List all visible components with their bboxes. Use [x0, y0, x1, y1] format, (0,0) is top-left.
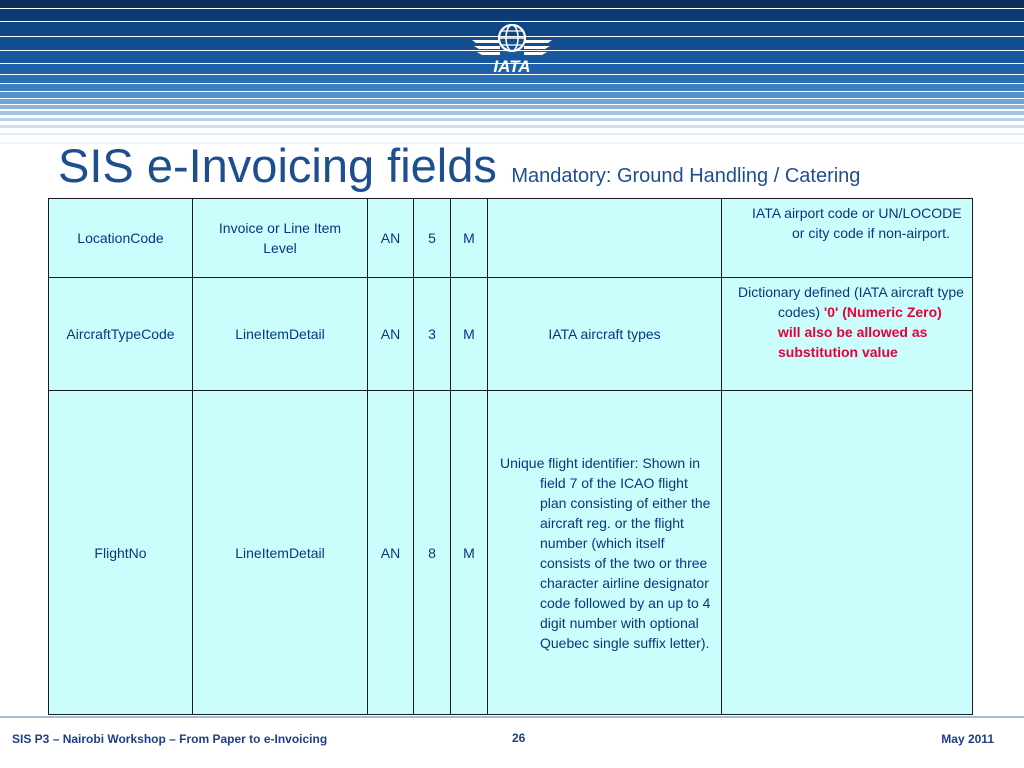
footer-date: May 2011 [941, 732, 994, 746]
description-text: Unique flight identifier: Shown in field 7 of the ICAO flight plan consisting of either the aircraft reg. or the flight number (which itself consists of the two or three character airline designator code followed by an up to 4 digit number with optional Quebec single suffix letter). [500, 454, 711, 651]
field-name-cell: FlightNo [49, 391, 193, 715]
field-name-cell [49, 278, 193, 391]
iata-logo [470, 18, 554, 78]
field-name-cell: LocationCode [49, 199, 193, 278]
length-cell: 8 [414, 391, 451, 715]
page-number: 26 [512, 731, 526, 745]
slide-subtitle: Mandatory: Ground Handling / Catering [511, 165, 861, 187]
notes-first: Dictionary defined (IATA [738, 284, 887, 300]
mandatory-cell: M [451, 199, 488, 278]
notes-text [736, 282, 966, 362]
type-cell: AN [368, 278, 414, 391]
table-row [49, 199, 973, 278]
logo-text: IATA [493, 57, 531, 76]
level-text: Invoice or Line Item Level [218, 220, 342, 256]
table-row [49, 391, 973, 715]
table-row [49, 278, 973, 391]
fields-table [48, 198, 973, 715]
slide-title-row [58, 138, 860, 193]
notes-rest: UN/LOCODE or city code if non-airport. [792, 205, 962, 241]
notes-first: IATA airport code or [752, 205, 875, 221]
level-cell: LineItemDetail [193, 391, 368, 715]
slide-title: SIS e-Invoicing fields [58, 139, 497, 192]
field-name-text: AircraftTypeCode [66, 326, 175, 342]
type-cell: AN [368, 391, 414, 715]
footer-divider [0, 716, 1024, 718]
notes-text [750, 203, 966, 243]
level-cell [193, 199, 368, 278]
notes-cell [722, 278, 973, 391]
description-cell [488, 391, 722, 715]
notes-cell [722, 391, 973, 715]
header-banner [0, 0, 1024, 150]
length-cell: 3 [414, 278, 451, 391]
footer-left-text: SIS P3 – Nairobi Workshop – From Paper to e-Invoicing [12, 732, 328, 746]
notes-cell [722, 199, 973, 278]
description-cell: IATA aircraft types [488, 278, 722, 391]
type-cell: AN [368, 199, 414, 278]
mandatory-cell: M [451, 391, 488, 715]
notes-rest: aircraft type codes) [778, 284, 964, 320]
level-cell: LineItemDetail [193, 278, 368, 391]
description-cell [488, 199, 722, 278]
mandatory-cell: M [451, 278, 488, 391]
length-cell: 5 [414, 199, 451, 278]
notes-highlight: '0' (Numeric Zero) will also be allowed as substitution value [778, 304, 942, 360]
